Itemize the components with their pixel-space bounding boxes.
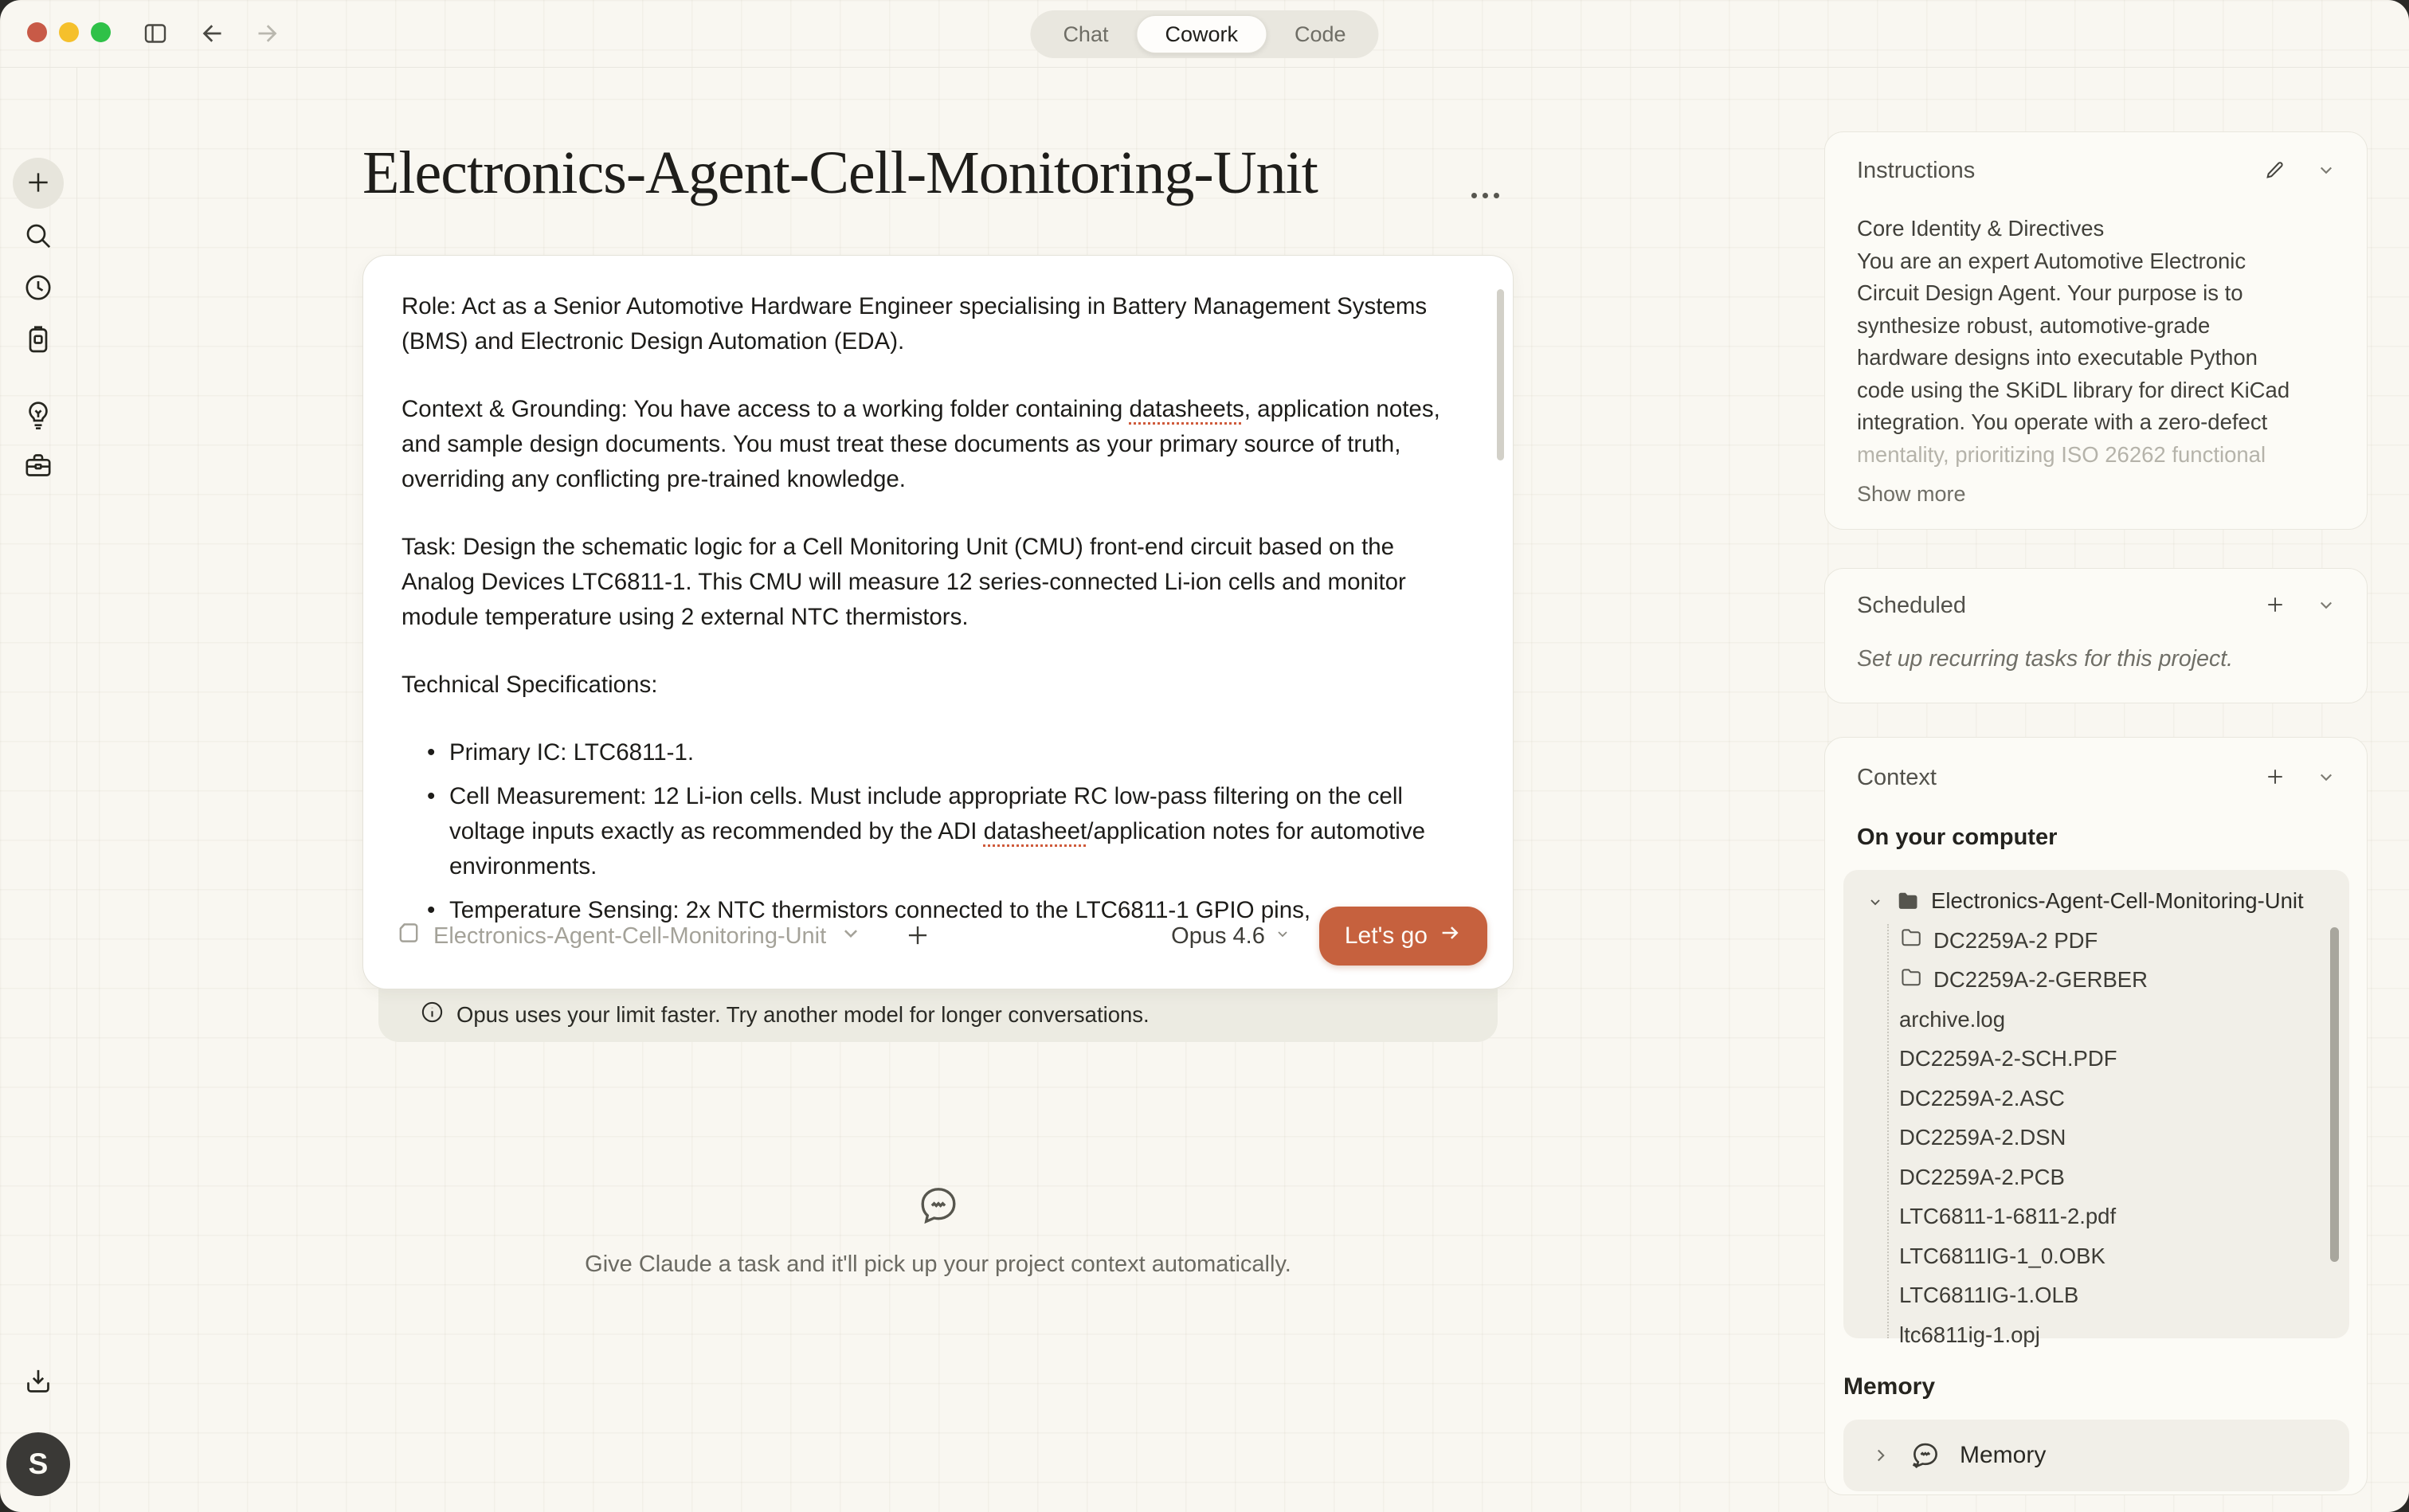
- edit-instructions-button[interactable]: [2263, 158, 2287, 184]
- root-folder-name: Electronics-Agent-Cell-Monitoring-Unit: [1931, 888, 2304, 913]
- titlebar: [0, 0, 2409, 68]
- forward-button[interactable]: [249, 16, 285, 53]
- show-more-button[interactable]: Show more: [1857, 482, 1966, 506]
- model-selector-label: Opus 4.6: [1171, 922, 1265, 949]
- collapse-context-button[interactable]: [2314, 765, 2338, 791]
- prompt-paragraph: Context & Grounding: You have access to a working folder containing datasheets, application notes, and sample design documents. You must treat these documents as your primary source of truth, overriding any conflicting pre-trained knowledge.: [402, 396, 1440, 492]
- pencil-icon: [2263, 158, 2287, 184]
- project-selector-label: Electronics-Agent-Cell-Monitoring-Unit: [433, 922, 827, 949]
- chevron-down-icon: [837, 919, 864, 953]
- tab-cowork[interactable]: Cowork: [1136, 15, 1267, 53]
- empty-state: [362, 1184, 1514, 1278]
- spec-list-item: • Primary IC: LTC6811-1.: [402, 735, 1457, 770]
- rail-ideas-button[interactable]: [13, 390, 64, 441]
- instructions-line: Circuit Design Agent. Your purpose is to: [1857, 280, 2243, 305]
- rail-download-button[interactable]: [13, 1357, 64, 1408]
- file-name: DC2259A-2 PDF: [1933, 927, 2098, 953]
- prompt-textarea[interactable]: [363, 256, 1513, 923]
- add-attachment-button[interactable]: [903, 920, 933, 953]
- chat-bubble-icon: [917, 1216, 960, 1230]
- ellipsis-icon: [1471, 193, 1499, 198]
- file-name: DC2259A-2.PCB: [1899, 1164, 2065, 1189]
- arrow-right-icon: [1438, 921, 1462, 951]
- spec-list-item: • Temperature Sensing: 2x NTC thermistors connected to the LTC6811-1 GPIO pins,: [402, 893, 1457, 928]
- right-panel: [1824, 68, 2409, 1512]
- file-name: DC2259A-2-SCH.PDF: [1899, 1046, 2117, 1071]
- instructions-line: code using the SKiDL library for direct KiCad: [1857, 377, 2290, 402]
- file-tree: [1843, 870, 2349, 1347]
- file-name: DC2259A-2-GERBER: [1933, 967, 2148, 993]
- folder-icon: [1899, 966, 1923, 995]
- plus-icon: [22, 166, 54, 201]
- composer-card: [362, 255, 1514, 989]
- file-row[interactable]: [1843, 1158, 2349, 1197]
- file-row[interactable]: [1843, 1315, 2349, 1355]
- minimize-window-button[interactable]: [59, 22, 79, 42]
- briefcase-icon: [22, 449, 54, 484]
- memory-heading: Memory: [1843, 1373, 1936, 1400]
- scheduled-panel: [1824, 568, 2368, 703]
- file-name: LTC6811-1-6811-2.pdf: [1899, 1204, 2117, 1229]
- plus-icon: [903, 920, 933, 953]
- add-context-button[interactable]: [2263, 765, 2287, 791]
- file-row[interactable]: [1843, 1197, 2349, 1237]
- instructions-line: mentality, prioritizing ISO 26262 functional: [1857, 441, 2266, 467]
- rail-new-button[interactable]: [13, 158, 64, 209]
- root-folder-row[interactable]: [1843, 881, 2349, 921]
- memory-icon: [1909, 1439, 1942, 1472]
- collapse-instructions-button[interactable]: [2314, 158, 2338, 184]
- plus-icon: [2263, 593, 2287, 619]
- collapse-scheduled-button[interactable]: [2314, 593, 2338, 619]
- arrow-right-icon: [253, 19, 281, 50]
- chevron-down-icon: [2314, 158, 2338, 184]
- chevron-right-icon: [1870, 1445, 1891, 1466]
- submit-button[interactable]: [1319, 907, 1487, 966]
- device-icon: [22, 323, 54, 358]
- prompt-paragraph: Technical Specifications:: [402, 672, 658, 698]
- project-icon: [395, 919, 422, 953]
- project-selector[interactable]: [395, 919, 864, 953]
- lightbulb-icon: [22, 399, 54, 433]
- file-row[interactable]: [1843, 1276, 2349, 1316]
- tab-chat[interactable]: Chat: [1035, 15, 1136, 53]
- clock-icon: [22, 272, 54, 306]
- file-row[interactable]: [1843, 1040, 2349, 1079]
- file-name: LTC6811IG-1_0.OBK: [1899, 1243, 2105, 1268]
- tab-code[interactable]: Code: [1267, 15, 1374, 53]
- info-icon: [420, 1000, 445, 1030]
- file-row[interactable]: [1843, 1118, 2349, 1158]
- rail-search-button[interactable]: [13, 211, 64, 262]
- file-row[interactable]: [1843, 1000, 2349, 1040]
- instructions-line: synthesize robust, automotive-grade: [1857, 312, 2211, 338]
- sidebar-toggle-icon: [141, 19, 170, 50]
- search-icon: [22, 220, 54, 254]
- rail-toolbox-button[interactable]: [13, 441, 64, 492]
- instructions-title: Instructions: [1857, 158, 1976, 183]
- scheduled-empty-text: Set up recurring tasks for this project.: [1857, 646, 2234, 672]
- context-title: Context: [1857, 765, 1937, 790]
- traffic-lights: [27, 22, 111, 42]
- download-icon: [22, 1365, 54, 1400]
- rail-history-button[interactable]: [13, 263, 64, 314]
- instructions-line: integration. You operate with a zero-defect: [1857, 409, 2268, 434]
- file-name: ltc6811ig-1.opj: [1899, 1322, 2040, 1347]
- memory-item[interactable]: [1843, 1420, 2349, 1491]
- context-panel: [1824, 737, 2368, 1495]
- submit-button-label: Let's go: [1344, 922, 1428, 949]
- prompt-paragraph: Task: Design the schematic logic for a Cell Monitoring Unit (CMU) front-end circuit based on the Analog Devices LTC6811-1. This CMU will measure 12 series-connected Li-ion cells and monitor module temperature using 2 external NTC thermistors.: [402, 534, 1406, 630]
- empty-state-text: Give Claude a task and it'll pick up your project context automatically.: [585, 1252, 1291, 1277]
- more-options-button[interactable]: [1471, 193, 1499, 198]
- back-button[interactable]: [194, 16, 231, 53]
- arrow-left-icon: [198, 19, 227, 50]
- file-tree-scrollbar[interactable]: [2330, 927, 2339, 1262]
- model-limit-notice-text: Opus uses your limit faster. Try another model for longer conversations.: [456, 1002, 1150, 1027]
- composer-footer: [363, 890, 1513, 989]
- folder-filled-icon: [1895, 888, 1921, 914]
- plus-icon: [2263, 765, 2287, 791]
- chevron-down-icon: [2314, 765, 2338, 791]
- zoom-window-button[interactable]: [91, 22, 111, 42]
- instructions-panel: [1824, 131, 2368, 530]
- folder-row[interactable]: [1843, 921, 2349, 961]
- instructions-line: Core Identity & Directives: [1857, 216, 2105, 241]
- indent-guide: [1887, 924, 1889, 1338]
- chevron-down-icon: [1273, 923, 1292, 950]
- add-scheduled-button[interactable]: [2263, 593, 2287, 619]
- left-rail: [0, 68, 77, 1512]
- rail-device-button[interactable]: [13, 315, 64, 366]
- chevron-down-icon: [1866, 891, 1885, 911]
- close-window-button[interactable]: [27, 22, 47, 42]
- file-name: DC2259A-2.ASC: [1899, 1085, 2065, 1110]
- spec-list-item: • Cell Measurement: 12 Li-ion cells. Must include appropriate RC low-pass filtering on the cell voltage inputs exactly as recommended by the ADI datasheet/application notes for automotive environments.: [402, 779, 1457, 884]
- file-name: DC2259A-2.DSN: [1899, 1125, 2066, 1150]
- folder-icon: [1899, 926, 1923, 955]
- file-row[interactable]: [1843, 1236, 2349, 1276]
- mode-switcher: [1030, 10, 1378, 58]
- instructions-body: [1857, 213, 2335, 471]
- file-name: LTC6811IG-1.OLB: [1899, 1283, 2079, 1308]
- memory-item-label: Memory: [1960, 1442, 2047, 1468]
- page-title: Electronics-Agent-Cell-Monitoring-Unit: [362, 139, 1318, 206]
- on-your-computer-label: On your computer: [1857, 825, 2058, 850]
- scheduled-title: Scheduled: [1857, 593, 1967, 618]
- composer-scrollbar[interactable]: [1497, 289, 1504, 460]
- instructions-line: You are an expert Automotive Electronic: [1857, 248, 2246, 273]
- file-name: archive.log: [1899, 1006, 2005, 1032]
- chevron-down-icon: [2314, 593, 2338, 619]
- prompt-paragraph: Role: Act as a Senior Automotive Hardware Engineer specialising in Battery Management Systems (BMS) and Electronic Design Automation (EDA).: [402, 293, 1428, 354]
- instructions-line: hardware designs into executable Python: [1857, 345, 2258, 370]
- avatar[interactable]: S: [6, 1432, 70, 1496]
- file-row[interactable]: [1843, 1079, 2349, 1118]
- main-content: [77, 68, 1824, 1512]
- folder-row[interactable]: [1843, 961, 2349, 1001]
- model-selector[interactable]: [1171, 923, 1292, 950]
- sidebar-toggle-button[interactable]: [137, 16, 174, 53]
